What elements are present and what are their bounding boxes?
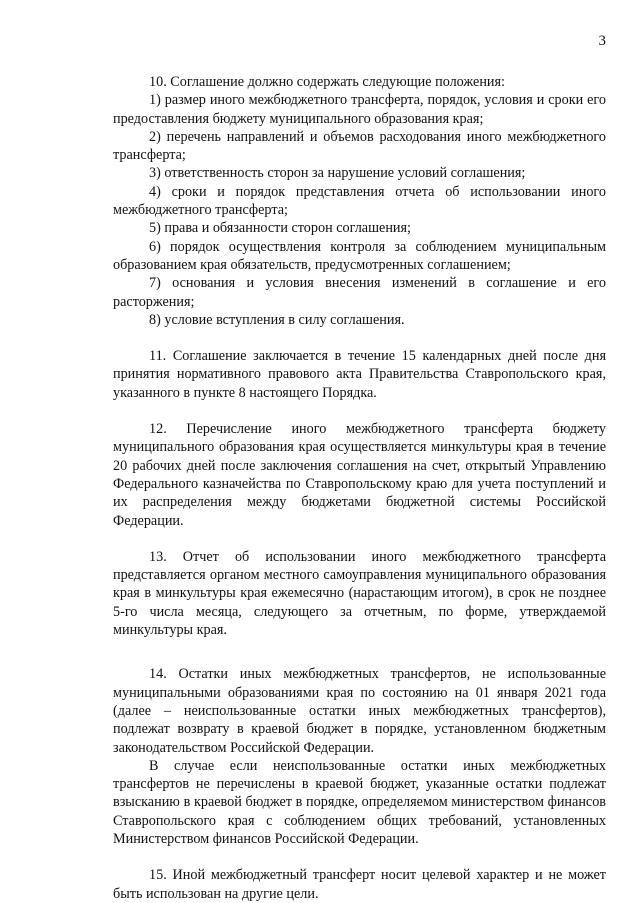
list-item-5: 5) права и обязанности сторон соглашения; [149, 220, 411, 237]
paragraph-13: 13. Отчет об использовании иного межбюджетного трансферта представляется органом местного самоуправления муниципального образования края в минкультуры края ежемесячно (нарастающим итогом), в срок не позднее 5-го числа месяца, следующего за отчетным, по форме, утверждаемой минкультуры края. [113, 548, 606, 639]
document-body [113, 73, 606, 903]
list-item-8: 8) условие вступления в силу соглашения. [149, 311, 405, 328]
list-item-3: 3) ответственность сторон за нарушение условий соглашения; [149, 165, 526, 182]
list-item-2: 2) перечень направлений и объемов расходования иного межбюджетного трансферта; [113, 128, 606, 164]
list-item-7: 7) основания и условия внесения изменений в соглашение и его расторжения; [113, 275, 606, 310]
paragraph-15: 15. Иной межбюджетный трансферт носит целевой характер и не может быть использован на другие цели. [113, 867, 606, 902]
paragraph-11: 11. Соглашение заключается в течение 15 календарных дней после дня принятия нормативного правового акта Правительства Ставропольского края, указанного в пункте 8 настоящего Порядка. [113, 348, 606, 401]
page-number: 3 [598, 33, 606, 49]
list-item-1: 1) размер иного межбюджетного трансферта, порядок, условия и сроки его предоставления бюджету муниципального образования края; [113, 92, 606, 127]
list-item-6: 6) порядок осуществления контроля за соблюдением муниципальным образованием края обязательств, предусмотренных соглашением; [113, 238, 606, 273]
paragraph-12: 12. Перечисление иного межбюджетного трансферта бюджету муниципального образования края осуществляется минкультуры края в течение 20 рабочих дней после заключения соглашения на счет, открытый Управлению Федерального казначейства по Ставропольскому краю для учета поступлений и их распределения между бюджетами бюджетной системы Российской Федерации. [113, 421, 606, 529]
paragraph-14: 14. Остатки иных межбюджетных трансфертов, не использованные муниципальными образованиями края по состоянию на 01 января 2021 года (далее – неиспользованные остатки иных межбюджетных трансфертов), подлежат возврату в краевой бюджет в порядке, установленном бюджетным законодательством Российской Федерации. [113, 666, 606, 756]
paragraph-14-continued: В случае если неиспользованные остатки иных межбюджетных трансфертов не перечислены в краевой бюджет, указанные остатки подлежат взысканию в краевой бюджет в порядке, определяемом министерством финансов Ставропольского края с соблюдением общих требований, установленных Министерством финансов Российской Федерации. [113, 757, 606, 847]
paragraph-10: 10. Соглашение должно содержать следующие положения: [149, 74, 505, 90]
list-item-4: 4) сроки и порядок представления отчета об использовании иного межбюджетного трансферта; [113, 183, 606, 219]
